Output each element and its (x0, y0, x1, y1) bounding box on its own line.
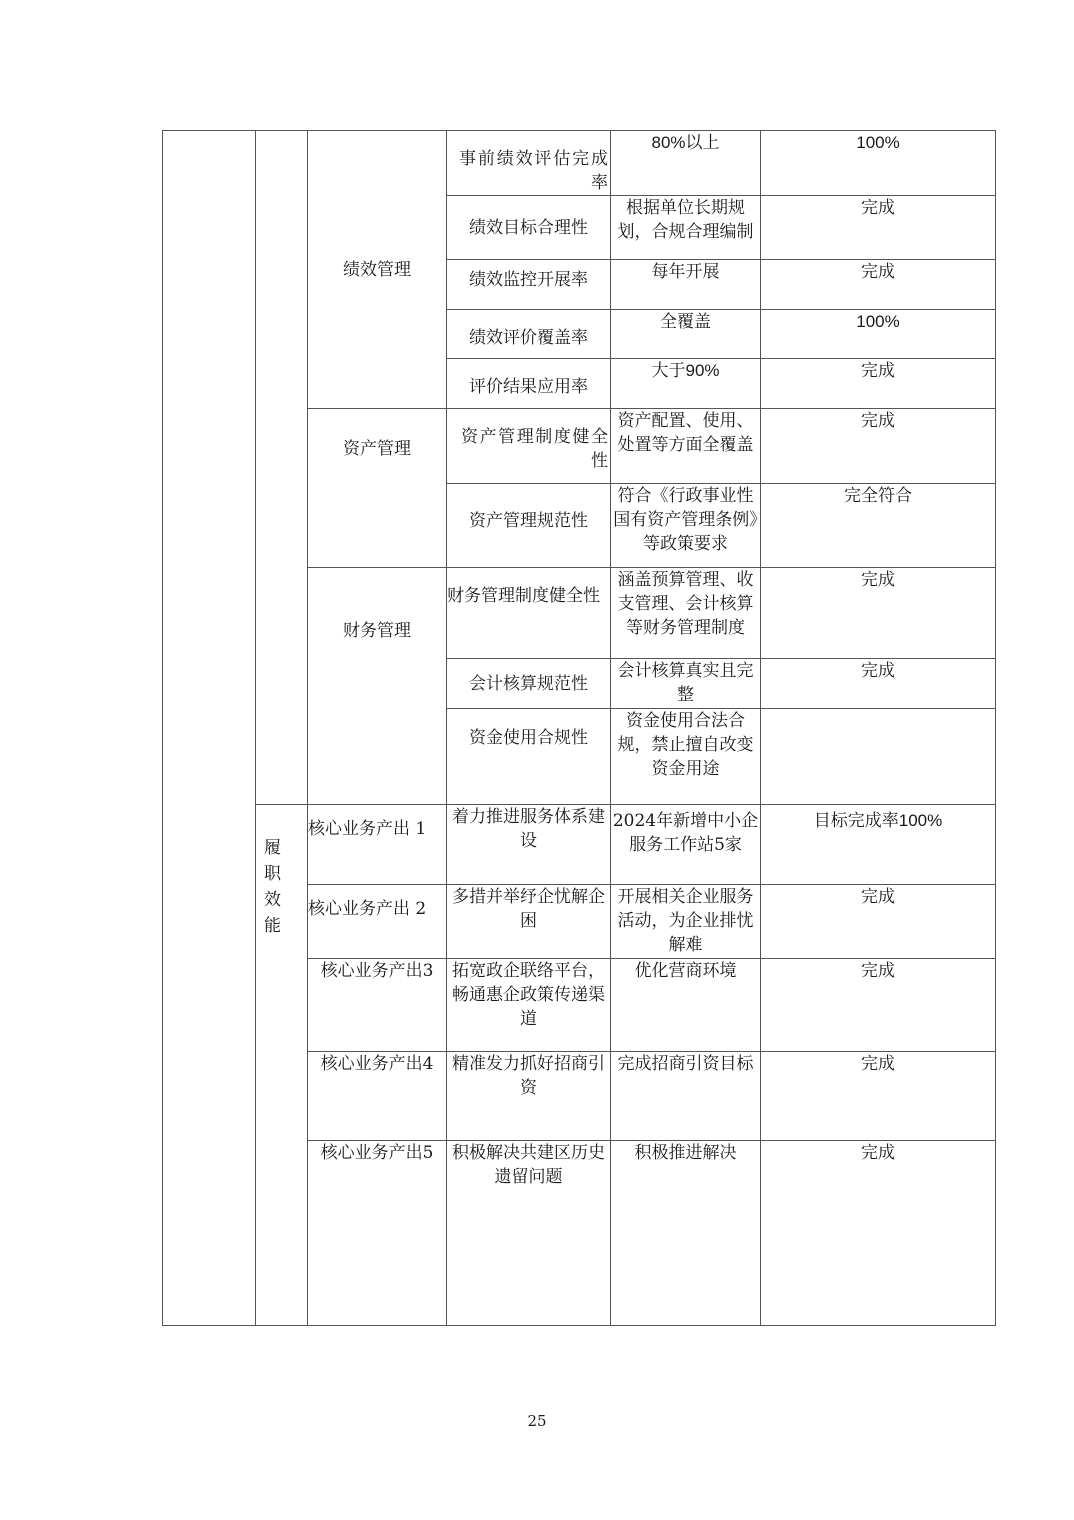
page-number: 25 (527, 1412, 547, 1430)
indicator-cell: 精准发力抓好招商引资 (447, 1052, 611, 1141)
actual-cell: 完成 (761, 885, 996, 959)
performance-indicator-table (162, 130, 996, 1326)
level2-label: 履职效能 (264, 838, 281, 936)
indicator-cell: 财务管理制度健全性 (447, 568, 611, 659)
target-cell: 积极推进解决 (611, 1141, 761, 1326)
indicator-cell: 资产管理制度健全性 (447, 409, 611, 484)
category-cell: 核心业务产出4 (308, 1052, 447, 1141)
actual-cell: 完成 (761, 1052, 996, 1141)
indicator-cell: 拓宽政企联络平台，畅通惠企政策传递渠道 (447, 959, 611, 1052)
category-cell: 核心业务产出3 (308, 959, 447, 1052)
actual-cell: 目标完成率100% (761, 805, 996, 885)
group-label-asset: 资产管理 (308, 409, 447, 568)
actual-cell: 完成 (761, 409, 996, 484)
target-cell: 全覆盖 (611, 310, 761, 359)
level1-cell (163, 131, 256, 1326)
category-cell: 核心业务产出 1 (308, 805, 447, 885)
target-cell: 资金使用合法合规，禁止擅自改变资金用途 (611, 709, 761, 805)
actual-cell: 100% (761, 131, 996, 196)
target-cell: 完成招商引资目标 (611, 1052, 761, 1141)
actual-cell: 完全符合 (761, 484, 996, 568)
target-cell: 资产配置、使用、处置等方面全覆盖 (611, 409, 761, 484)
table-row (163, 131, 996, 196)
indicator-cell: 绩效评价覆盖率 (447, 310, 611, 359)
category-cell: 核心业务产出5 (308, 1141, 447, 1326)
actual-cell: 完成 (761, 196, 996, 260)
target-cell: 符合《行政事业性国有资产管理条例》等政策要求 (611, 484, 761, 568)
indicator-cell: 事前绩效评估完成率 (447, 131, 611, 196)
indicator-cell: 多措并举纾企忧解企困 (447, 885, 611, 959)
target-cell: 每年开展 (611, 260, 761, 310)
actual-cell: 完成 (761, 659, 996, 709)
indicator-cell: 着力推进服务体系建设 (447, 805, 611, 885)
target-cell: 涵盖预算管理、收支管理、会计核算等财务管理制度 (611, 568, 761, 659)
actual-cell (761, 709, 996, 805)
target-cell: 会计核算真实且完整 (611, 659, 761, 709)
target-cell: 80%以上 (611, 131, 761, 196)
category-cell: 核心业务产出 2 (308, 885, 447, 959)
group-label-finance: 财务管理 (308, 568, 447, 805)
actual-cell: 完成 (761, 959, 996, 1052)
indicator-cell: 绩效监控开展率 (447, 260, 611, 310)
indicator-cell: 资金使用合规性 (447, 709, 611, 805)
actual-cell: 完成 (761, 359, 996, 409)
table-row (163, 805, 996, 885)
target-cell: 开展相关企业服务活动，为企业排忧解难 (611, 885, 761, 959)
group-label-performance: 绩效管理 (308, 131, 447, 409)
target-cell: 2024年新增中小企服务工作站5家 (611, 805, 761, 885)
indicator-cell: 积极解决共建区历史遗留问题 (447, 1141, 611, 1326)
indicator-cell: 资产管理规范性 (447, 484, 611, 568)
target-cell: 优化营商环境 (611, 959, 761, 1052)
indicator-cell: 会计核算规范性 (447, 659, 611, 709)
level2-cell-blank (256, 131, 308, 805)
actual-cell: 完成 (761, 260, 996, 310)
indicator-cell: 评价结果应用率 (447, 359, 611, 409)
actual-cell: 100% (761, 310, 996, 359)
target-cell: 根据单位长期规划，合规合理编制 (611, 196, 761, 260)
actual-cell: 完成 (761, 568, 996, 659)
indicator-cell: 绩效目标合理性 (447, 196, 611, 260)
target-cell: 大于90% (611, 359, 761, 409)
level2-cell (256, 805, 308, 1326)
actual-cell: 完成 (761, 1141, 996, 1326)
